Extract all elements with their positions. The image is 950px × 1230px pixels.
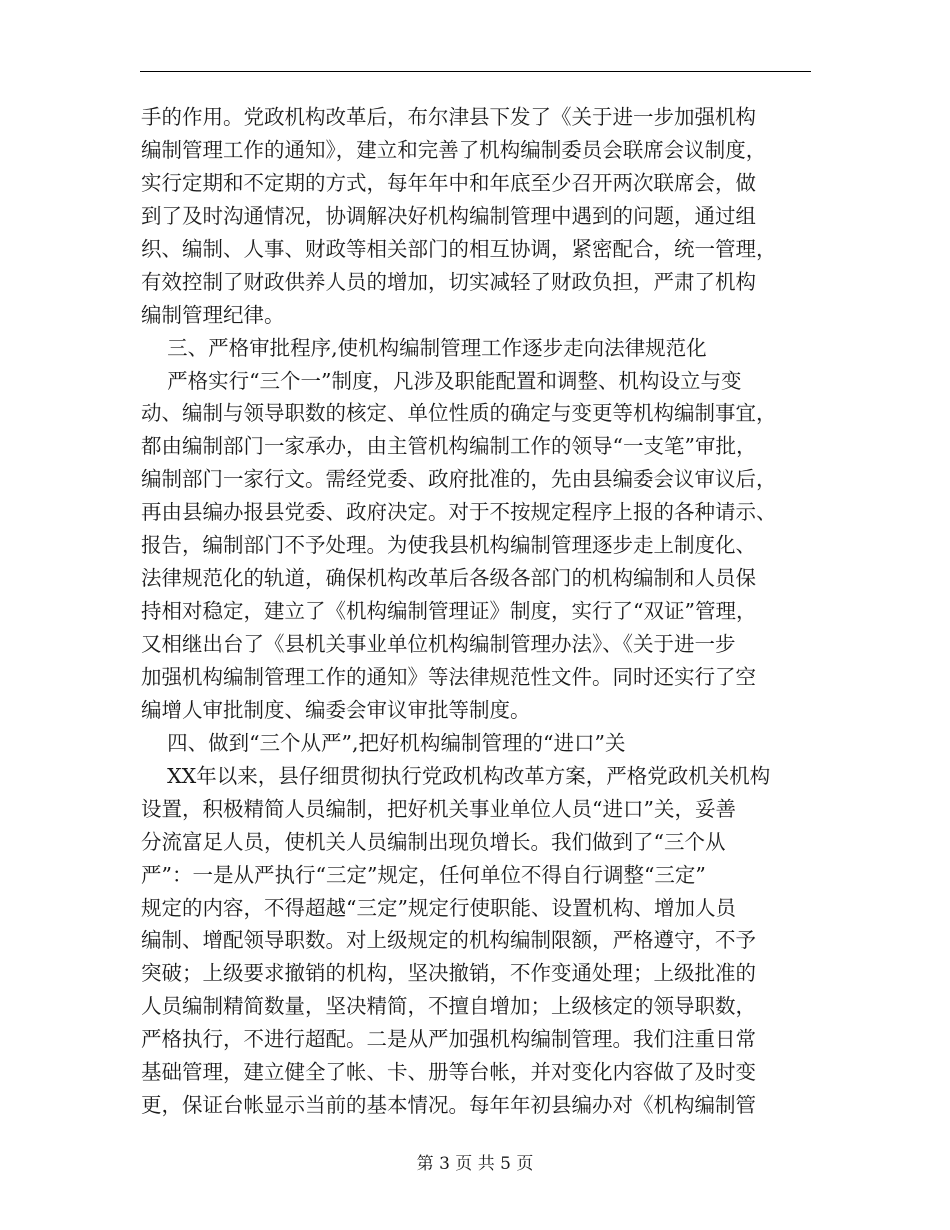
text-line: 基础管理，建立健全了帐、卡、册等台帐，并对变化内容做了及时变	[141, 1060, 756, 1085]
text-line: 都由编制部门一家承办，由主管机构编制工作的领导“一支笔”审批，	[141, 434, 757, 459]
text-line: 严格实行“三个一”制度，凡涉及职能配置和调整、机构设立与变	[141, 368, 742, 393]
text-line: 实行定期和不定期的方式，每年年中和年底至少召开两次联席会，做	[141, 170, 756, 195]
document-body	[141, 101, 811, 1122]
text-line: XX年以来，县仔细贯彻执行党政机构改革方案，严格党政机关机构	[141, 763, 771, 788]
text-line: 设置，积极精简人员编制，把好机关事业单位人员“进口”关，妥善	[141, 796, 736, 821]
text-line: 持相对稳定，建立了《机构编制管理证》制度，实行了“双证”管理，	[141, 599, 757, 624]
text-line: 人员编制精简数量，坚决精简，不擅自增加；上级核定的领导职数，	[141, 994, 756, 1019]
text-line: 四、做到“三个从严”,把好机构编制管理的“进口”关	[141, 730, 626, 755]
text-line: 加强机构编制管理工作的通知》等法律规范性文件。同时还实行了空	[141, 664, 756, 689]
text-line: 严”：一是从严执行“三定”规定，任何单位不得自行调整“三定”	[141, 862, 706, 887]
text-line: 编增人审批制度、编委会审议审批等制度。	[141, 697, 531, 722]
page-number-footer: 第 3 页 共 5 页	[416, 1154, 534, 1174]
text-line: 手的作用。党政机构改革后，布尔津县下发了《关于进一步加强机构	[141, 105, 756, 129]
text-line: 更，保证台帐显示当前的基本情况。每年年初县编办对《机构编制管	[141, 1093, 756, 1118]
text-line: 编制管理纪律。	[141, 302, 285, 327]
text-line: 动、编制与领导职数的核定、单位性质的确定与变更等机构编制事宜，	[141, 401, 777, 426]
header-rule	[140, 71, 811, 72]
text-line: 报告，编制部门不予处理。为使我县机构编制管理逐步走上制度化、	[141, 533, 756, 558]
text-line: 规定的内容，不得超越“三定”规定行使职能、设置机构、增加人员	[141, 895, 736, 920]
text-line: 有效控制了财政供养人员的增加，切实减轻了财政负担，严肃了机构	[141, 269, 756, 294]
text-line: 织、编制、人事、财政等相关部门的相互协调，紧密配合，统一管理，	[141, 236, 777, 261]
text-line: 突破；上级要求撤销的机构，坚决撤销，不作变通处理；上级批准的	[141, 961, 756, 986]
text-line: 法律规范化的轨道，确保机构改革后各级各部门的机构编制和人员保	[141, 566, 756, 591]
text-line: 编制、增配领导职数。对上级规定的机构编制限额，严格遵守，不予	[141, 928, 756, 953]
text-line: 分流富足人员，使机关人员编制出现负增长。我们做到了“三个从	[141, 829, 726, 854]
text-line: 到了及时沟通情况，协调解决好机构编制管理中遇到的问题，通过组	[141, 203, 756, 228]
text-line: 编制管理工作的通知》，建立和完善了机构编制委员会联席会议制度，	[141, 137, 767, 162]
text-line: 严格执行，不进行超配。二是从严加强机构编制管理。我们注重日常	[141, 1027, 756, 1052]
text-line: 再由县编办报县党委、政府决定。对于不按规定程序上报的各种请示、	[141, 500, 777, 525]
text-line: 又相继出台了《县机关事业单位机构编制管理办法》、《关于进一步	[141, 632, 736, 656]
text-line: 三、严格审批程序,使机构编制管理工作逐步走向法律规范化	[141, 335, 707, 360]
text-line: 编制部门一家行文。需经党委、政府批准的，先由县编委会议审议后，	[141, 467, 777, 492]
